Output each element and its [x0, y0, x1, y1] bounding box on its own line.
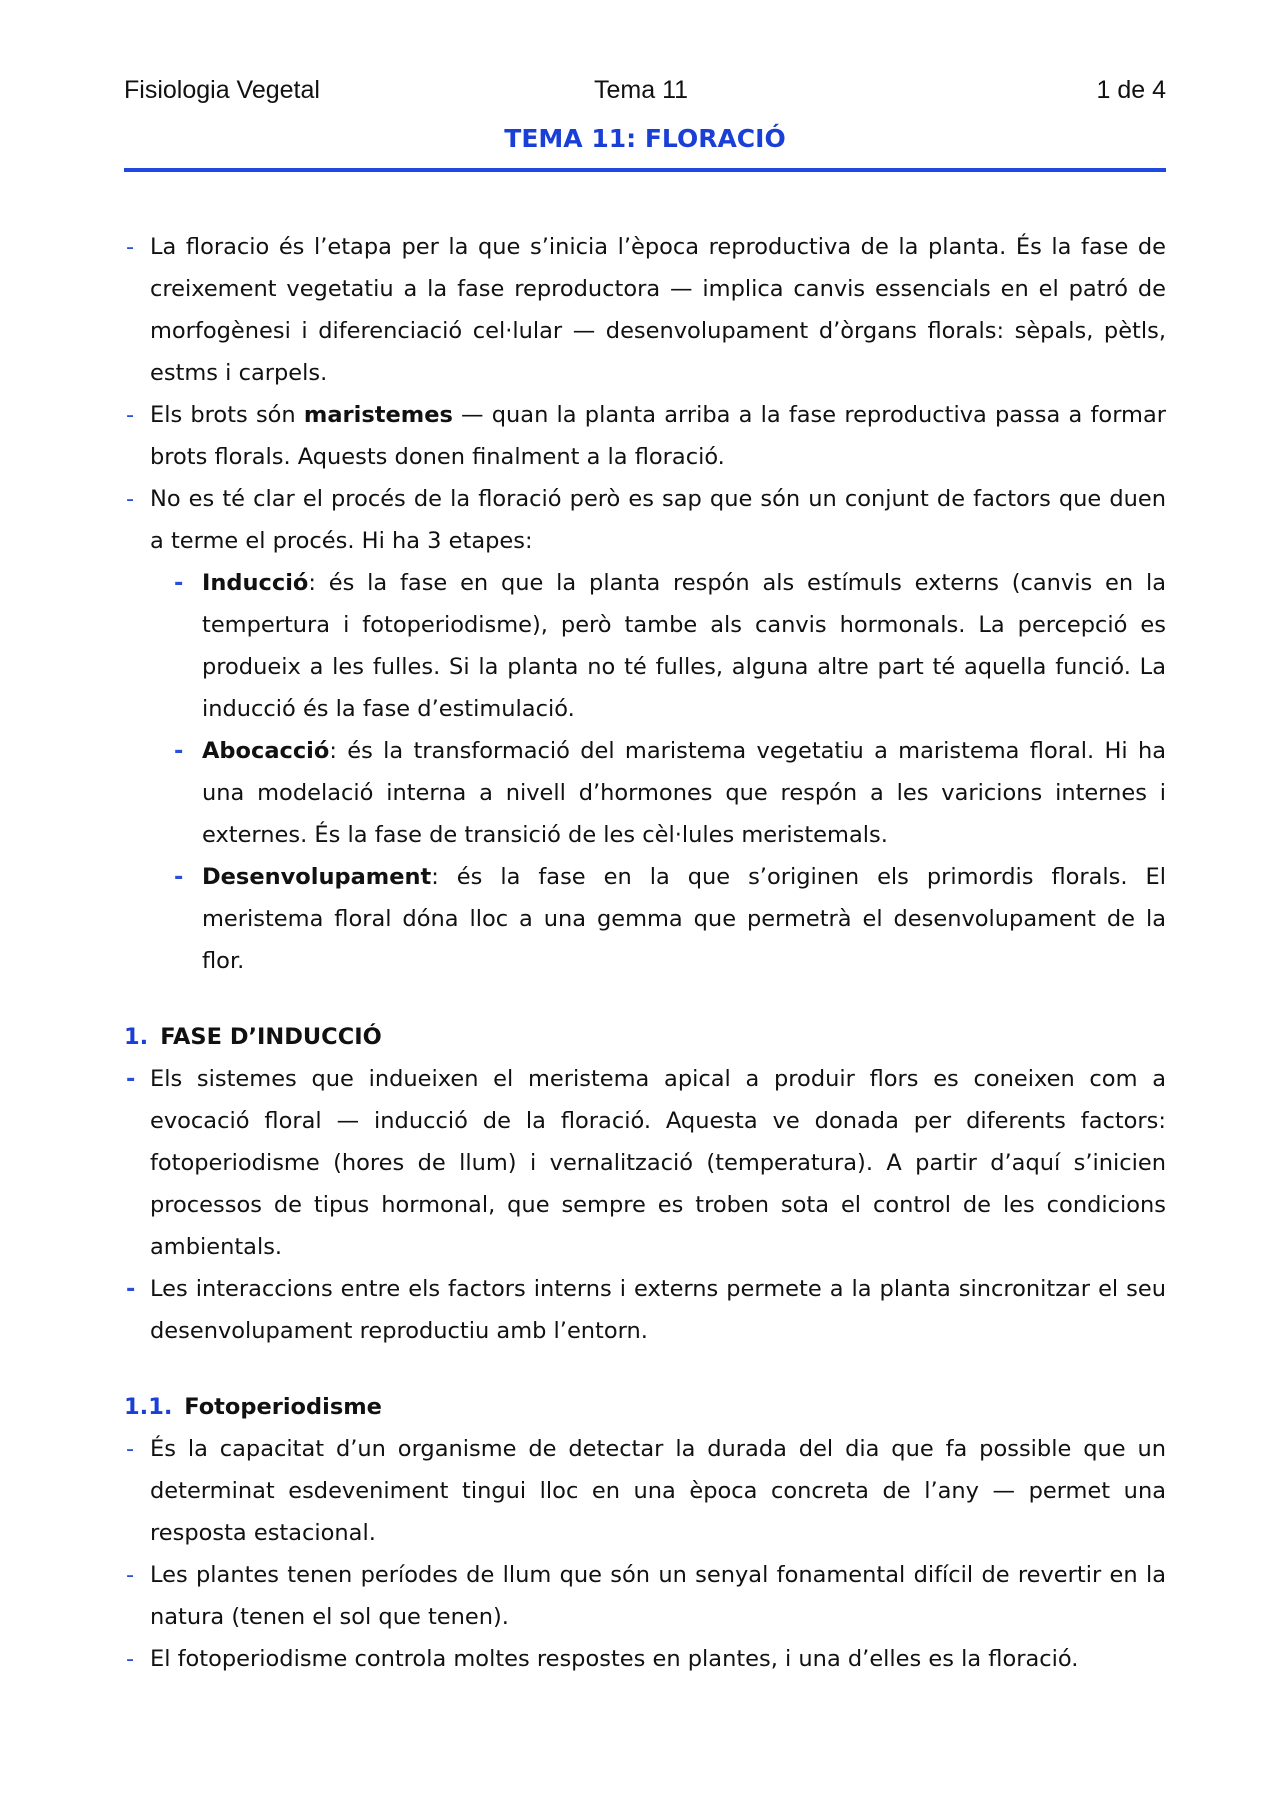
running-header	[124, 76, 1166, 112]
stage-text: : és la fase en que la planta respón als estímuls externs (canvis en la tempertura i fotoperiodisme), però tambe als canvis hormonals. La percepció es produeix a les fulles. Si la planta no té fulles, alguna altre part té aquella funció. La inducció és la fase d’estimulació.	[202, 570, 1166, 722]
title-divider	[124, 168, 1166, 172]
stage-text: : és la fase en la que s’originen els primordis florals. El meristema floral dóna lloc a una gemma que permetrà el desenvolupament de la flor.	[202, 864, 1166, 974]
dash-bullet-icon: -	[126, 1436, 135, 1462]
dash-bullet-icon: -	[174, 864, 184, 890]
list-item	[124, 1268, 1166, 1352]
paragraph-text: És la capacitat d’un organisme de detectar la durada del dia que fa possible que un determinat esdeveniment tingui lloc en una època concreta de l’any — permet una resposta estacional.	[150, 1436, 1166, 1546]
section-heading	[124, 1016, 1166, 1058]
stage-item	[124, 562, 1166, 730]
list-item	[124, 478, 1166, 982]
dash-bullet-icon: -	[126, 486, 135, 512]
list-item	[124, 226, 1166, 394]
dash-bullet-icon: -	[174, 570, 184, 596]
document-body	[124, 226, 1166, 1680]
section-number: 1.	[124, 1024, 149, 1050]
header-page-number: 1 de 4	[1096, 76, 1166, 104]
dash-bullet-icon: -	[174, 738, 184, 764]
paragraph-text: La floracio és l’etapa per la que s’inicia l’època reproductiva de la planta. És la fase de creixement vegetatiu a la fase reproductora — implica canvis essencials en el patró de morfogènesi i diferenciació cel·lular — desenvolupament d’òrgans florals: sèpals, pètls, estms i carpels.	[150, 234, 1166, 386]
paragraph-text: Els sistemes que indueixen el meristema apical a produir flors es coneixen com a evocació floral — inducció de la floració. Aquesta ve donada per diferents factors: fotoperiodisme (hores de llum) i vernalització (temperatura). A partir d’aquí s’inicien processos de tipus hormonal, que sempre es troben sota el control de les condicions ambientals.	[150, 1066, 1166, 1260]
header-course-name: Fisiologia Vegetal	[124, 76, 320, 104]
stage-text: : és la transformació del maristema vegetatiu a maristema floral. Hi ha una modelació interna a nivell d’hormones que respón a les varicions internes i externes. És la fase de transició de les cèl·lules meristemals.	[202, 738, 1166, 848]
paragraph-text: Els brots són	[150, 402, 304, 428]
list-item	[124, 1058, 1166, 1268]
list-item	[124, 1638, 1166, 1680]
section1-list	[124, 1058, 1166, 1352]
stages-list	[124, 562, 1166, 982]
stage-item	[124, 856, 1166, 982]
stage-item	[124, 730, 1166, 856]
stage-term: Inducció	[202, 570, 309, 596]
dash-bullet-icon: -	[126, 1066, 136, 1092]
dash-bullet-icon: -	[126, 402, 135, 428]
header-topic: Tema 11	[594, 76, 689, 104]
list-item	[124, 394, 1166, 478]
intro-list	[124, 226, 1166, 982]
list-item	[124, 1428, 1166, 1554]
subsection-heading	[124, 1386, 1166, 1428]
paragraph-text: El fotoperiodisme controla moltes respostes en plantes, i una d’elles es la floració.	[150, 1646, 1079, 1672]
dash-bullet-icon: -	[126, 1562, 135, 1588]
section-title: FASE D’INDUCCIÓ	[160, 1024, 382, 1050]
paragraph-text: Les plantes tenen períodes de llum que són un senyal fonamental difícil de revertir en la natura (tenen el sol que tenen).	[150, 1562, 1166, 1630]
dash-bullet-icon: -	[126, 234, 135, 260]
list-item	[124, 1554, 1166, 1638]
paragraph-text: Les interaccions entre els factors interns i externs permete a la planta sincronitzar el seu desenvolupament reproductiu amb l’entorn.	[150, 1276, 1166, 1344]
subsection-title: Fotoperiodisme	[184, 1394, 382, 1420]
subsection-number: 1.1.	[124, 1394, 173, 1420]
paragraph-text: No es té clar el procés de la floració però es sap que són un conjunt de factors que duen a terme el procés. Hi ha 3 etapes:	[150, 486, 1166, 554]
stage-term: Desenvolupament	[202, 864, 432, 890]
section11-list	[124, 1428, 1166, 1680]
page-title: TEMA 11: FLORACIÓ	[504, 124, 786, 153]
dash-bullet-icon: -	[126, 1646, 135, 1672]
bold-term: maristemes	[303, 402, 453, 428]
stage-term: Abocacció	[202, 738, 330, 764]
paragraph-text: — quan la planta arriba a la fase reproductiva passa a formar brots florals. Aquests donen finalment a la floració.	[150, 402, 1167, 470]
dash-bullet-icon: -	[126, 1276, 136, 1302]
